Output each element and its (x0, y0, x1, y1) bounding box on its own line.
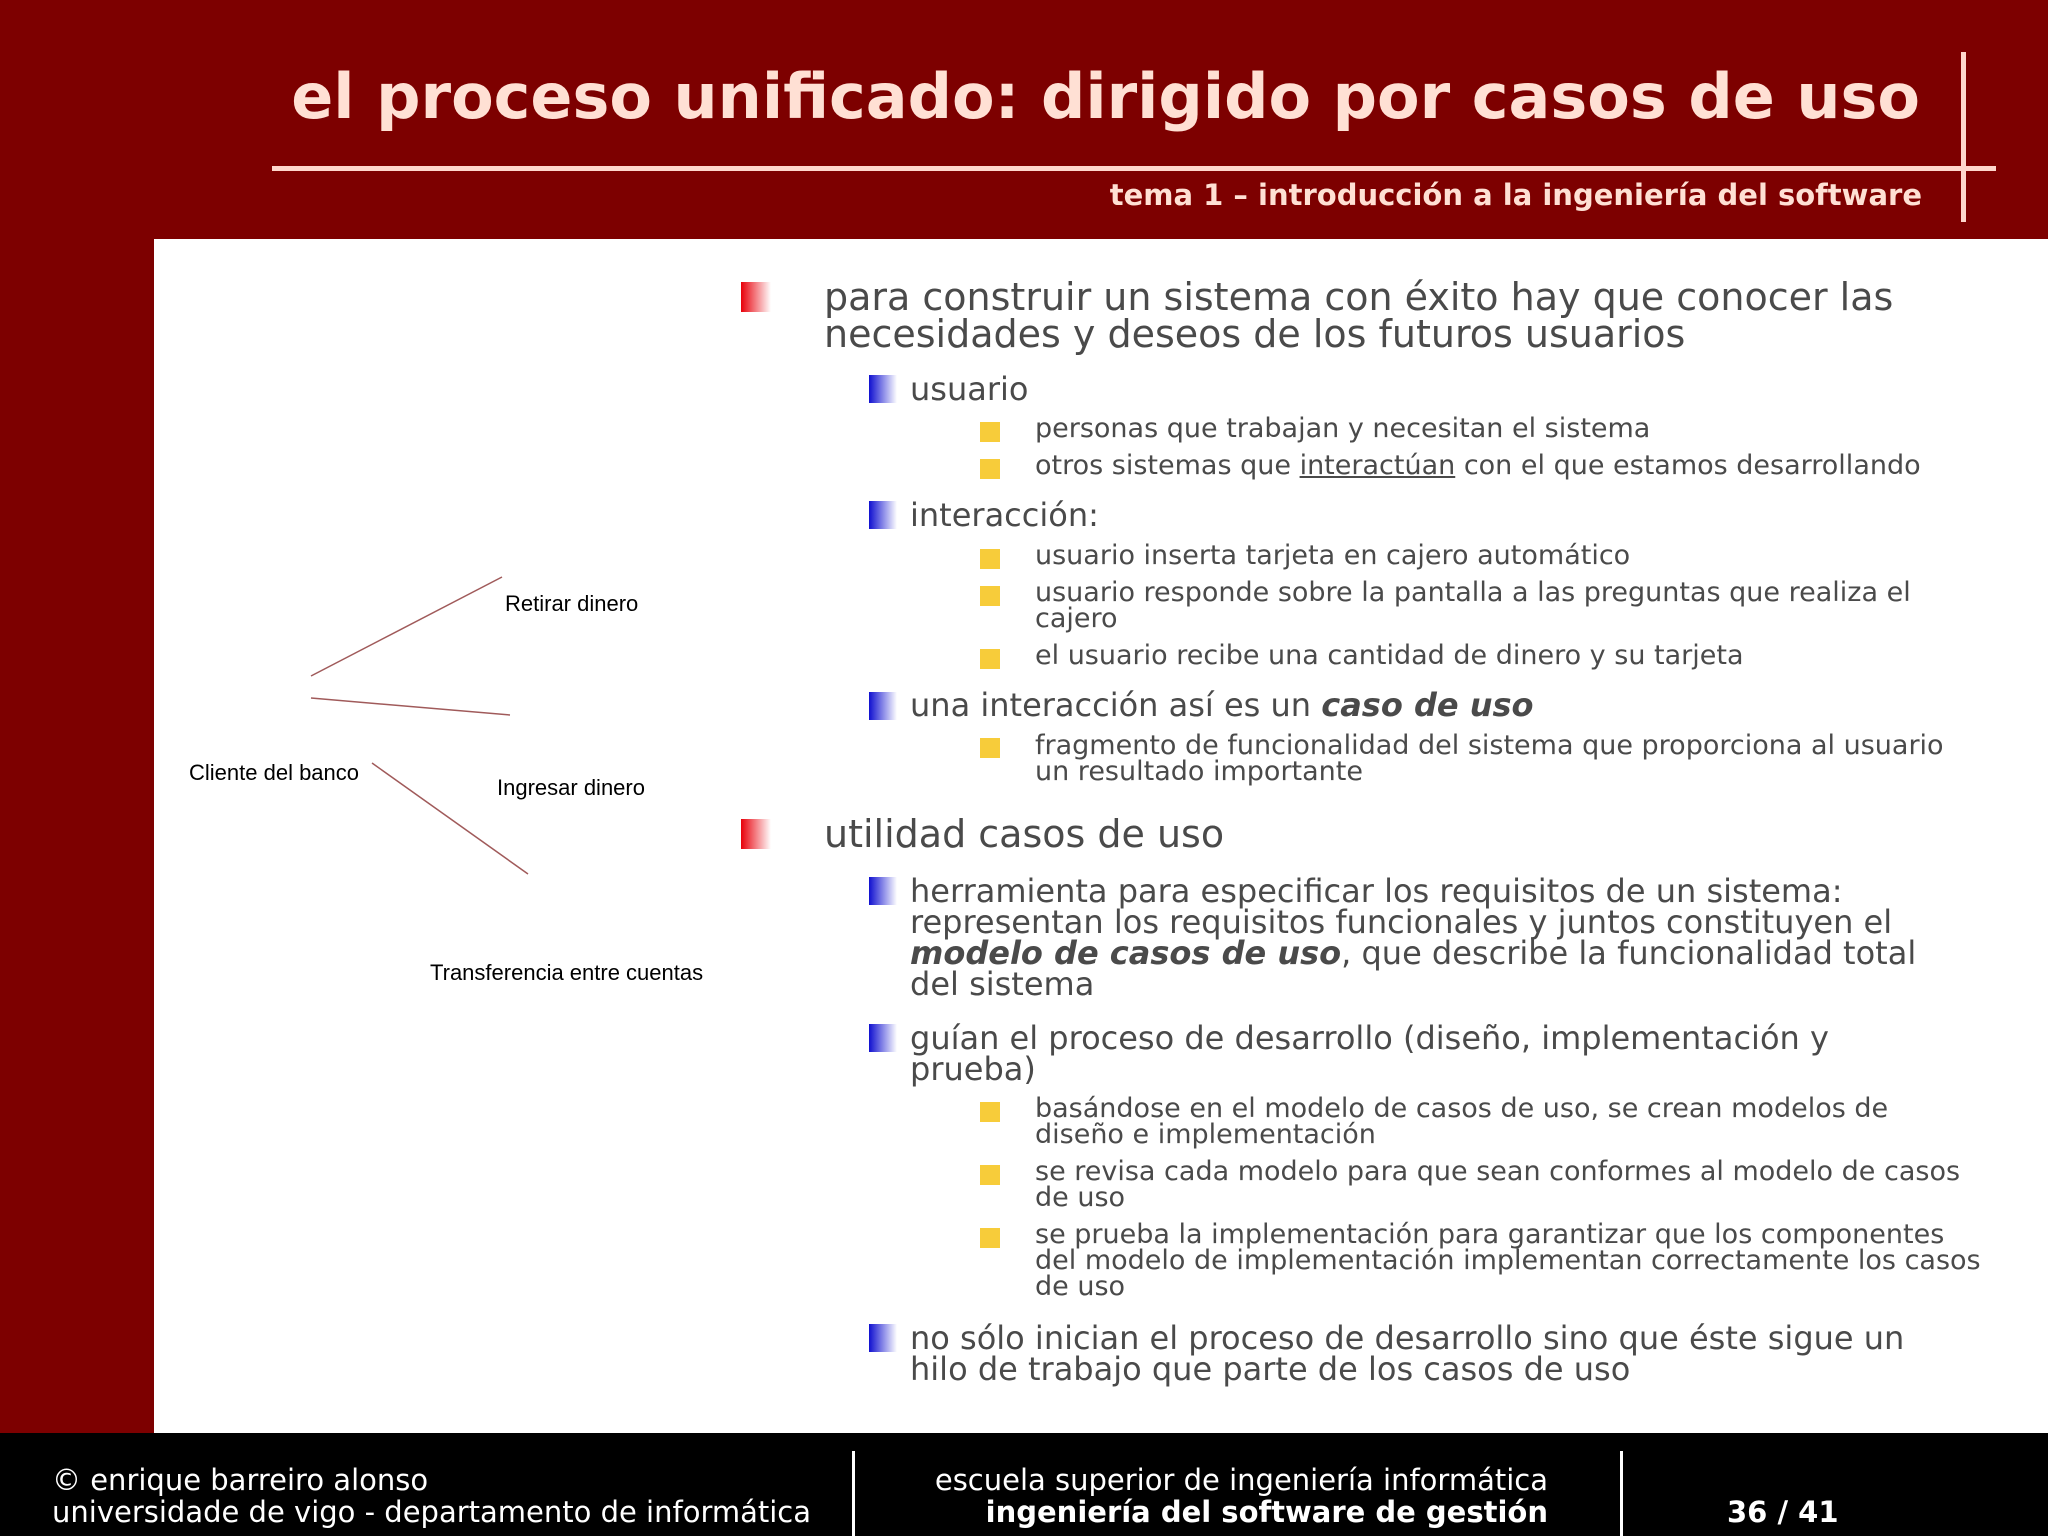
emphasis-term: modelo de casos de uso (910, 934, 1342, 972)
bullet-text: de uso (1035, 1271, 1126, 1302)
bullet-text: usuario (910, 370, 1029, 408)
bullet-text: no sólo inician el proceso de desarrollo sino que éste sigue un (910, 1319, 1905, 1357)
bullet-text: para construir un sistema con éxito hay que conocer las (824, 275, 1894, 319)
bullet-marker-blue (869, 877, 897, 905)
bullet-text: un resultado importante (1035, 756, 1363, 787)
footer-separator (1620, 1451, 1623, 1536)
bullet-marker-yellow (980, 549, 1000, 569)
bullet-text: usuario responde sobre la pantalla a las preguntas que realiza el (1035, 577, 1911, 608)
bullet-text: diseño e implementación (1035, 1119, 1376, 1150)
bullet-text: interacción: (910, 496, 1099, 534)
bullet-text: otros sistemas que interactúan con el que estamos desarrollando (1035, 450, 1921, 481)
slide-title: el proceso unificado: dirigido por casos de uso (291, 60, 1920, 133)
bullet-text: el usuario recibe una cantidad de dinero y su tarjeta (1035, 640, 1744, 671)
bullet-text: fragmento de funcionalidad del sistema que proporciona al usuario (1035, 730, 1944, 761)
bullet-marker-yellow (980, 1102, 1000, 1122)
bullet-marker-red (741, 282, 771, 312)
footer-university: universidade de vigo - departamento de informática (52, 1495, 812, 1529)
bullet-list (154, 239, 2048, 1433)
use-case-transferencia: Transferencia entre cuentas (430, 960, 704, 985)
header-vertical-rule (1961, 52, 1966, 222)
footer-school: escuela superior de ingeniería informática (934, 1463, 1548, 1497)
content-panel (154, 239, 2048, 1433)
bullet-text: basándose en el modelo de casos de uso, se crean modelos de (1035, 1093, 1889, 1124)
bullet-marker-blue (869, 1324, 897, 1352)
bullet-marker-yellow (980, 649, 1000, 669)
bullet-text: del modelo de implementación implementan correctamente los casos (1035, 1245, 1981, 1276)
actor-label: Cliente del banco (189, 760, 360, 785)
footer-bar (0, 1433, 2048, 1536)
bullet-text: personas que trabajan y necesitan el sistema (1035, 413, 1651, 444)
bullet-marker-yellow (980, 459, 1000, 479)
bullet-text: modelo de casos de uso, que describe la funcionalidad total (910, 934, 1917, 972)
bullet-text: del sistema (910, 965, 1095, 1003)
slide-subtitle: tema 1 – introducción a la ingeniería del software (1109, 178, 1922, 212)
footer-author: © enrique barreiro alonso (52, 1463, 429, 1497)
bullet-text: de uso (1035, 1182, 1126, 1213)
bullet-text: necesidades y deseos de los futuros usuarios (824, 312, 1686, 356)
bullet-text: hilo de trabajo que parte de los casos de uso (910, 1350, 1631, 1388)
footer-course: ingeniería del software de gestión (985, 1495, 1548, 1529)
bullet-marker-yellow (980, 586, 1000, 606)
bullet-text: se prueba la implementación para garantizar que los componentes (1035, 1219, 1945, 1250)
bullet-text: prueba) (910, 1050, 1036, 1088)
header-horizontal-rule (272, 166, 1996, 171)
bullet-marker-yellow (980, 422, 1000, 442)
bullet-marker-yellow (980, 1228, 1000, 1248)
bullet-text: representan los requisitos funcionales y juntos constituyen el (910, 903, 1893, 941)
use-case-retirar: Retirar dinero (505, 591, 639, 616)
use-case-ingresar: Ingresar dinero (497, 775, 645, 800)
bullet-text: una interacción así es un caso de uso (910, 686, 1534, 724)
bullet-marker-red (741, 819, 771, 849)
bullet-text: herramienta para especificar los requisitos de un sistema: (910, 872, 1843, 910)
bullet-text: se revisa cada modelo para que sean conformes al modelo de casos (1035, 1156, 1961, 1187)
bullet-text: usuario inserta tarjeta en cajero automático (1035, 540, 1631, 571)
footer-separator (852, 1451, 855, 1536)
bullet-marker-yellow (980, 738, 1000, 758)
bullet-text: cajero (1035, 603, 1118, 634)
bullet-marker-blue (869, 1024, 897, 1052)
page-number: 36 / 41 (1727, 1495, 1839, 1529)
bullet-marker-blue (869, 375, 897, 403)
underlined-word: interactúan (1299, 450, 1456, 481)
bullet-text: utilidad casos de uso (824, 812, 1225, 856)
bullet-marker-blue (869, 501, 897, 529)
bullet-marker-blue (869, 692, 897, 720)
bullet-marker-yellow (980, 1165, 1000, 1185)
bullet-text: guían el proceso de desarrollo (diseño, implementación y (910, 1019, 1829, 1057)
emphasis-term: caso de uso (1321, 686, 1534, 724)
